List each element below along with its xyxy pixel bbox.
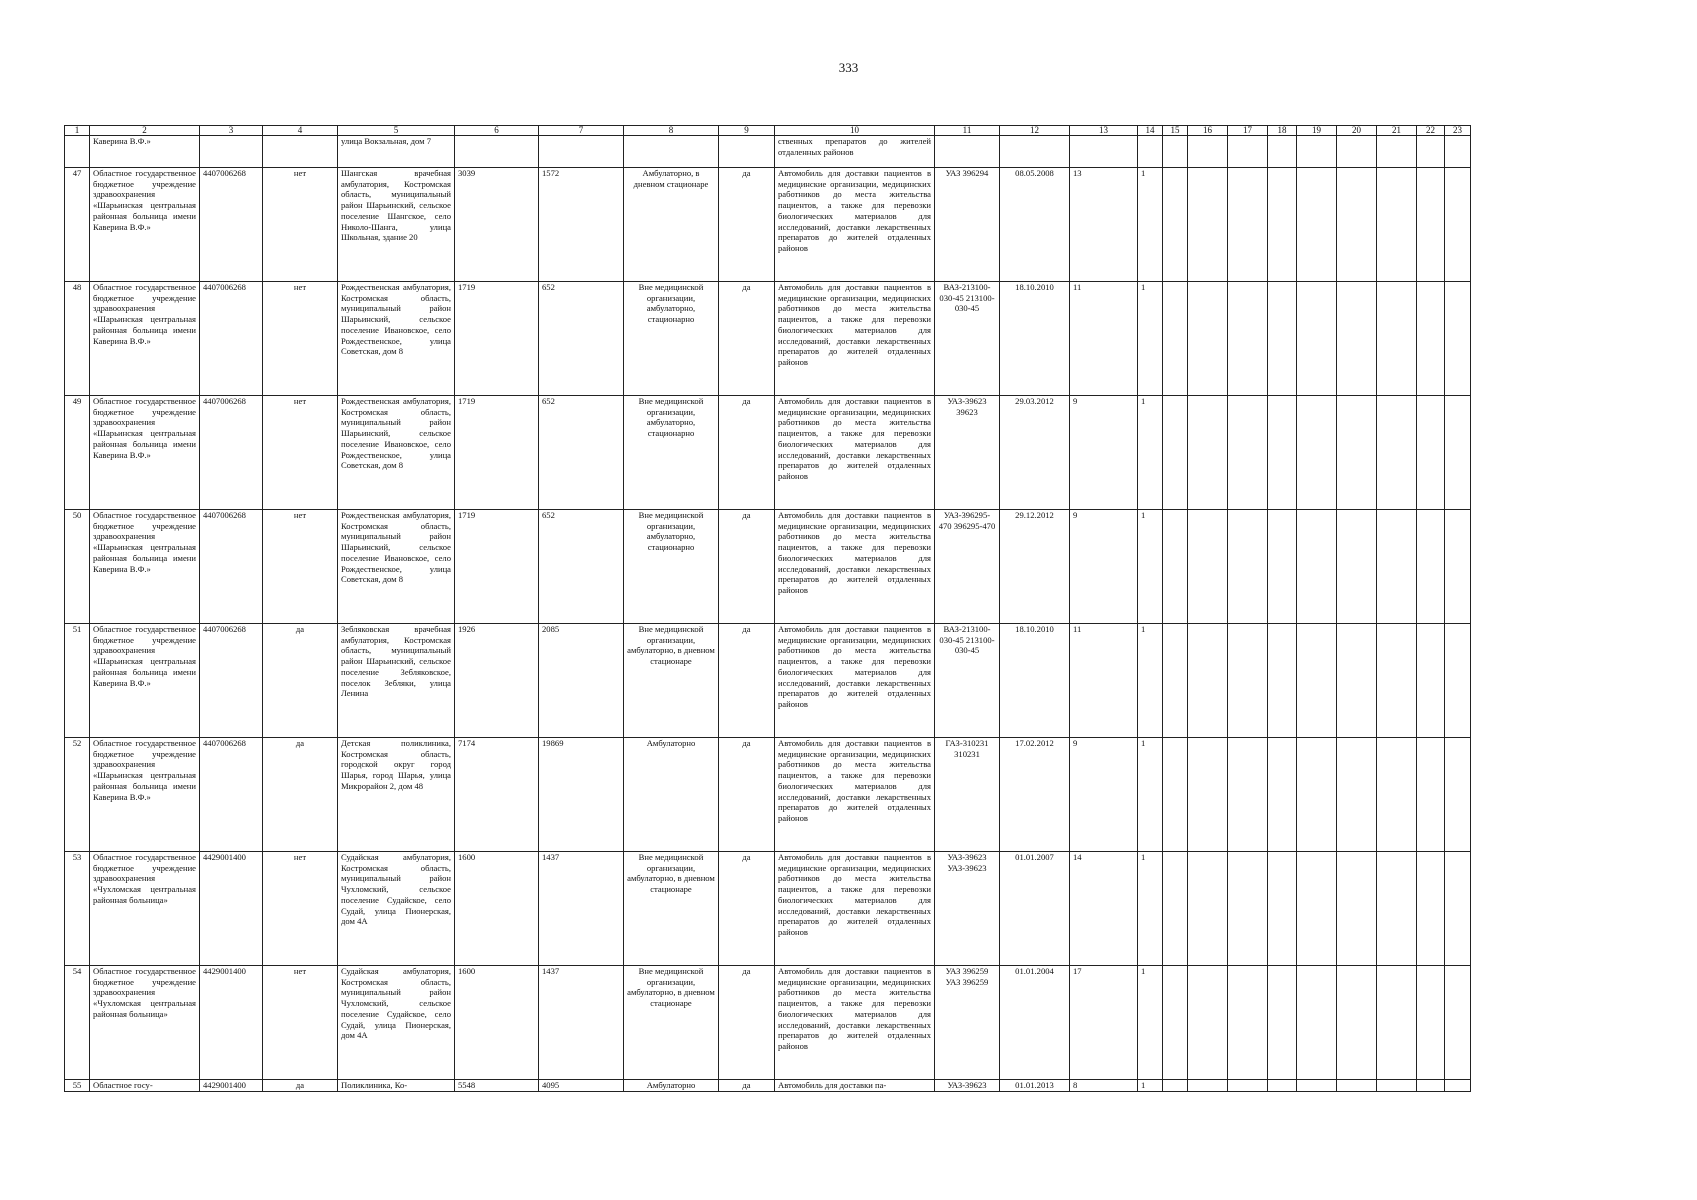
empty-cell-col-19 [1297, 510, 1337, 624]
care-mode: Амбулаторно [624, 738, 719, 852]
organization-name: Областное государственное бюджетное учреждение здравоохранения «Шарьинская центральная районная больница имени Каверина В.Ф.» [90, 738, 200, 852]
row-number: 48 [65, 282, 90, 396]
organization-name: Областное государственное бюджетное учреждение здравоохранения «Шарьинская центральная районная больница имени Каверина В.Ф.» [90, 282, 200, 396]
column-number-19: 19 [1297, 126, 1337, 136]
table-row [65, 510, 1471, 624]
column-number-5: 5 [338, 126, 455, 136]
facility-address: улица Вокзальная, дом 7 [338, 136, 455, 168]
empty-cell-col-16 [1188, 136, 1228, 168]
empty-cell-col-21 [1377, 738, 1417, 852]
empty-cell-col-16 [1188, 966, 1228, 1080]
column-7-value: 19869 [539, 738, 624, 852]
facility-address: Поликлиника, Ко- [338, 1080, 455, 1092]
flag-cell: да [263, 1080, 338, 1092]
vehicle-age: 8 [1070, 1080, 1138, 1092]
care-mode: Вне медицинской организации, амбулаторно, в дневном стационаре [624, 624, 719, 738]
empty-cell-col-18 [1268, 282, 1297, 396]
row-number [65, 136, 90, 168]
facility-address: Шангская врачебная амбулатория, Костромская область, муниципальный район Шарьинский, сельское поселение Шангское, село Николо-Шанга, улица Школьная, здание 20 [338, 168, 455, 282]
facility-address: Детская поликлиника, Костромская область, городской округ город Шарья, город Шарья, улица Микрорайон 2, дом 48 [338, 738, 455, 852]
care-mode: Вне медицинской организации, амбулаторно, в дневном стационаре [624, 852, 719, 966]
empty-cell-col-22 [1417, 168, 1445, 282]
organization-name: Областное государственное бюджетное учреждение здравоохранения «Шарьинская центральная районная больница имени Каверина В.Ф.» [90, 168, 200, 282]
registration-date: 01.01.2013 [1000, 1080, 1070, 1092]
empty-cell-col-18 [1268, 136, 1297, 168]
empty-cell-col-15 [1163, 852, 1188, 966]
empty-cell-col-22 [1417, 738, 1445, 852]
care-mode [624, 136, 719, 168]
row-number: 54 [65, 966, 90, 1080]
inn-code: 4407006268 [200, 168, 263, 282]
vehicle-count: 1 [1138, 282, 1163, 396]
empty-cell-col-17 [1228, 738, 1268, 852]
vehicle-age: 11 [1070, 624, 1138, 738]
vehicle-purpose: Автомобиль для доставки пациентов в медицинские организации, медицинских работников до места жительства пациентов, а также для перевозки биологических материалов для исследований, доставки лекарственных препаратов до жителей отдаленных районов [775, 966, 935, 1080]
empty-cell-col-19 [1297, 852, 1337, 966]
registration-date: 29.03.2012 [1000, 396, 1070, 510]
column-number-18: 18 [1268, 126, 1297, 136]
column-number-2: 2 [90, 126, 200, 136]
organization-name: Каверина В.Ф.» [90, 136, 200, 168]
facility-address: Рождественская амбулатория, Костромская область, муниципальный район Шарьинский, сельское поселение Ивановское, село Рождественское, улица Советская, дом 8 [338, 510, 455, 624]
row-number: 50 [65, 510, 90, 624]
table-row [65, 624, 1471, 738]
column-9-value: да [719, 1080, 775, 1092]
column-6-value [455, 136, 539, 168]
inn-code [200, 136, 263, 168]
vehicle-age: 13 [1070, 168, 1138, 282]
empty-cell-col-17 [1228, 510, 1268, 624]
table-row [65, 168, 1471, 282]
empty-cell-col-20 [1337, 168, 1377, 282]
column-6-value: 7174 [455, 738, 539, 852]
inn-code: 4407006268 [200, 510, 263, 624]
empty-cell-col-20 [1337, 510, 1377, 624]
column-7-value: 652 [539, 510, 624, 624]
empty-cell-col-17 [1228, 396, 1268, 510]
registration-date [1000, 136, 1070, 168]
empty-cell-col-21 [1377, 136, 1417, 168]
care-mode: Амбулаторно [624, 1080, 719, 1092]
empty-cell-col-16 [1188, 396, 1228, 510]
empty-cell-col-21 [1377, 282, 1417, 396]
flag-cell [263, 136, 338, 168]
empty-cell-col-20 [1337, 624, 1377, 738]
column-number-row [65, 126, 1471, 136]
column-9-value: да [719, 396, 775, 510]
vehicle-age: 9 [1070, 396, 1138, 510]
empty-cell-col-17 [1228, 168, 1268, 282]
vehicle-age: 17 [1070, 966, 1138, 1080]
vehicle-purpose: Автомобиль для доставки пациентов в медицинские организации, медицинских работников до места жительства пациентов, а также для перевозки биологических материалов для исследований, доставки лекарственных препаратов до жителей отдаленных районов [775, 168, 935, 282]
table-row [65, 738, 1471, 852]
facility-address: Рождественская амбулатория, Костромская область, муниципальный район Шарьинский, сельское поселение Ивановское, село Рождественское, улица Советская, дом 8 [338, 396, 455, 510]
empty-cell-col-16 [1188, 852, 1228, 966]
flag-cell: да [263, 738, 338, 852]
column-number-8: 8 [624, 126, 719, 136]
empty-cell-col-19 [1297, 282, 1337, 396]
vehicle-purpose: Автомобиль для доставки пациентов в медицинские организации, медицинских работников до места жительства пациентов, а также для перевозки биологических материалов для исследований, доставки лекарственных препаратов до жителей отдаленных районов [775, 396, 935, 510]
empty-cell-col-20 [1337, 282, 1377, 396]
vehicle-purpose: Автомобиль для доставки пациентов в медицинские организации, медицинских работников до места жительства пациентов, а также для перевозки биологических материалов для исследований, доставки лекарственных препаратов до жителей отдаленных районов [775, 624, 935, 738]
care-mode: Вне медицинской организации, амбулаторно, в дневном стационаре [624, 966, 719, 1080]
table-row [65, 1080, 1471, 1092]
empty-cell-col-23 [1445, 282, 1471, 396]
empty-cell-col-17 [1228, 136, 1268, 168]
empty-cell-col-15 [1163, 738, 1188, 852]
row-number: 53 [65, 852, 90, 966]
column-number-4: 4 [263, 126, 338, 136]
vehicle-model: УАЗ-39623 УАЗ-39623 [935, 852, 1000, 966]
empty-cell-col-17 [1228, 1080, 1268, 1092]
page-number: 333 [838, 60, 859, 75]
empty-cell-col-22 [1417, 396, 1445, 510]
vehicle-age [1070, 136, 1138, 168]
empty-cell-col-16 [1188, 1080, 1228, 1092]
empty-cell-col-20 [1337, 738, 1377, 852]
column-7-value: 1572 [539, 168, 624, 282]
empty-cell-col-20 [1337, 136, 1377, 168]
empty-cell-col-19 [1297, 1080, 1337, 1092]
column-6-value: 1600 [455, 966, 539, 1080]
table-row [65, 396, 1471, 510]
column-6-value: 1719 [455, 510, 539, 624]
column-6-value: 3039 [455, 168, 539, 282]
inn-code: 4407006268 [200, 396, 263, 510]
vehicle-count: 1 [1138, 738, 1163, 852]
empty-cell-col-18 [1268, 396, 1297, 510]
column-number-3: 3 [200, 126, 263, 136]
empty-cell-col-18 [1268, 966, 1297, 1080]
column-9-value: да [719, 510, 775, 624]
empty-cell-col-21 [1377, 1080, 1417, 1092]
column-9-value [719, 136, 775, 168]
empty-cell-col-19 [1297, 396, 1337, 510]
column-number-11: 11 [935, 126, 1000, 136]
row-number: 49 [65, 396, 90, 510]
organization-name: Областное государственное бюджетное учреждение здравоохранения «Шарьинская центральная районная больница имени Каверина В.Ф.» [90, 624, 200, 738]
registration-date: 08.05.2008 [1000, 168, 1070, 282]
flag-cell: нет [263, 396, 338, 510]
empty-cell-col-20 [1337, 966, 1377, 1080]
registration-date: 17.02.2012 [1000, 738, 1070, 852]
column-number-20: 20 [1337, 126, 1377, 136]
empty-cell-col-15 [1163, 624, 1188, 738]
empty-cell-col-20 [1337, 396, 1377, 510]
empty-cell-col-15 [1163, 966, 1188, 1080]
vehicle-model: УАЗ 396259 УАЗ 396259 [935, 966, 1000, 1080]
facility-address: Рождественская амбулатория, Костромская область, муниципальный район Шарьинский, сельское поселение Ивановское, село Рождественское, улица Советская, дом 8 [338, 282, 455, 396]
vehicle-age: 11 [1070, 282, 1138, 396]
registration-date: 29.12.2012 [1000, 510, 1070, 624]
table-row [65, 852, 1471, 966]
empty-cell-col-16 [1188, 282, 1228, 396]
care-mode: Амбулаторно, в дневном стационаре [624, 168, 719, 282]
column-number-6: 6 [455, 126, 539, 136]
column-number-10: 10 [775, 126, 935, 136]
empty-cell-col-15 [1163, 168, 1188, 282]
empty-cell-col-23 [1445, 738, 1471, 852]
column-number-12: 12 [1000, 126, 1070, 136]
column-6-value: 1926 [455, 624, 539, 738]
vehicle-purpose: Автомобиль для доставки пациентов в медицинские организации, медицинских работников до места жительства пациентов, а также для перевозки биологических материалов для исследований, доставки лекарственных препаратов до жителей отдаленных районов [775, 510, 935, 624]
vehicle-count [1138, 136, 1163, 168]
column-9-value: да [719, 852, 775, 966]
empty-cell-col-21 [1377, 168, 1417, 282]
vehicle-model: УАЗ-39623 [935, 1080, 1000, 1092]
registration-date: 18.10.2010 [1000, 624, 1070, 738]
vehicle-count: 1 [1138, 396, 1163, 510]
vehicle-model [935, 136, 1000, 168]
column-number-21: 21 [1377, 126, 1417, 136]
column-number-9: 9 [719, 126, 775, 136]
empty-cell-col-22 [1417, 852, 1445, 966]
registration-date: 01.01.2004 [1000, 966, 1070, 1080]
vehicle-count: 1 [1138, 624, 1163, 738]
empty-cell-col-16 [1188, 738, 1228, 852]
vehicle-count: 1 [1138, 510, 1163, 624]
registration-date: 18.10.2010 [1000, 282, 1070, 396]
inn-code: 4407006268 [200, 738, 263, 852]
vehicle-model: УАЗ-39623 39623 [935, 396, 1000, 510]
column-9-value: да [719, 966, 775, 1080]
vehicle-count: 1 [1138, 966, 1163, 1080]
care-mode: Вне медицинской организации, амбулаторно, стационарно [624, 510, 719, 624]
vehicle-purpose: Автомобиль для доставки пациентов в медицинские организации, медицинских работников до места жительства пациентов, а также для перевозки биологических материалов для исследований, доставки лекарственных препаратов до жителей отдаленных районов [775, 738, 935, 852]
column-6-value: 1719 [455, 282, 539, 396]
empty-cell-col-23 [1445, 510, 1471, 624]
inn-code: 4407006268 [200, 624, 263, 738]
empty-cell-col-19 [1297, 136, 1337, 168]
column-7-value: 1437 [539, 852, 624, 966]
empty-cell-col-17 [1228, 282, 1268, 396]
empty-cell-col-20 [1337, 852, 1377, 966]
column-6-value: 1600 [455, 852, 539, 966]
empty-cell-col-16 [1188, 510, 1228, 624]
column-7-value: 1437 [539, 966, 624, 1080]
empty-cell-col-18 [1268, 852, 1297, 966]
column-9-value: да [719, 738, 775, 852]
empty-cell-col-17 [1228, 624, 1268, 738]
care-mode: Вне медицинской организации, амбулаторно, стационарно [624, 282, 719, 396]
vehicle-purpose: Автомобиль для доставки па- [775, 1080, 935, 1092]
empty-cell-col-18 [1268, 624, 1297, 738]
vehicle-model: ВАЗ-213100-030-45 213100-030-45 [935, 624, 1000, 738]
facility-address: Судайская амбулатория, Костромская область, муниципальный район Чухломский, сельское поселение Судайское, село Судай, улица Пионерская, дом 4А [338, 852, 455, 966]
empty-cell-col-15 [1163, 396, 1188, 510]
registration-date: 01.01.2007 [1000, 852, 1070, 966]
row-number: 52 [65, 738, 90, 852]
empty-cell-col-17 [1228, 966, 1268, 1080]
flag-cell: нет [263, 282, 338, 396]
empty-cell-col-21 [1377, 966, 1417, 1080]
register-table [64, 125, 1471, 1092]
organization-name: Областное госу- [90, 1080, 200, 1092]
organization-name: Областное государственное бюджетное учреждение здравоохранения «Шарьинская центральная районная больница имени Каверина В.Ф.» [90, 396, 200, 510]
empty-cell-col-19 [1297, 168, 1337, 282]
inn-code: 4429001400 [200, 852, 263, 966]
vehicle-model: УАЗ-396295-470 396295-470 [935, 510, 1000, 624]
inn-code: 4429001400 [200, 966, 263, 1080]
empty-cell-col-23 [1445, 1080, 1471, 1092]
column-9-value: да [719, 282, 775, 396]
empty-cell-col-23 [1445, 852, 1471, 966]
column-number-15: 15 [1163, 126, 1188, 136]
flag-cell: нет [263, 510, 338, 624]
empty-cell-col-22 [1417, 510, 1445, 624]
vehicle-model: ГАЗ-310231 310231 [935, 738, 1000, 852]
column-number-17: 17 [1228, 126, 1268, 136]
empty-cell-col-15 [1163, 136, 1188, 168]
organization-name: Областное государственное бюджетное учреждение здравоохранения «Чухломская центральная районная больница» [90, 966, 200, 1080]
vehicle-count: 1 [1138, 168, 1163, 282]
empty-cell-col-22 [1417, 282, 1445, 396]
vehicle-model: УАЗ 396294 [935, 168, 1000, 282]
facility-address: Судайская амбулатория, Костромская область, муниципальный район Чухломский, сельское поселение Судайское, село Судай, улица Пионерская, дом 4А [338, 966, 455, 1080]
vehicle-count: 1 [1138, 852, 1163, 966]
column-number-13: 13 [1070, 126, 1138, 136]
empty-cell-col-15 [1163, 510, 1188, 624]
vehicle-model: ВАЗ-213100-030-45 213100-030-45 [935, 282, 1000, 396]
column-6-value: 5548 [455, 1080, 539, 1092]
table-row [65, 966, 1471, 1080]
row-number: 51 [65, 624, 90, 738]
empty-cell-col-21 [1377, 396, 1417, 510]
organization-name: Областное государственное бюджетное учреждение здравоохранения «Чухломская центральная районная больница» [90, 852, 200, 966]
column-7-value: 4095 [539, 1080, 624, 1092]
vehicle-age: 14 [1070, 852, 1138, 966]
empty-cell-col-23 [1445, 624, 1471, 738]
column-number-23: 23 [1445, 126, 1471, 136]
table-row [65, 136, 1471, 168]
column-9-value: да [719, 624, 775, 738]
column-7-value [539, 136, 624, 168]
empty-cell-col-18 [1268, 168, 1297, 282]
column-number-22: 22 [1417, 126, 1445, 136]
column-9-value: да [719, 168, 775, 282]
facility-address: Зебляковская врачебная амбулатория, Костромская область, муниципальный район Шарьинский, сельское поселение Зебляковское, поселок Зебляки, улица Ленина [338, 624, 455, 738]
flag-cell: нет [263, 966, 338, 1080]
empty-cell-col-16 [1188, 168, 1228, 282]
empty-cell-col-23 [1445, 168, 1471, 282]
organization-name: Областное государственное бюджетное учреждение здравоохранения «Шарьинская центральная районная больница имени Каверина В.Ф.» [90, 510, 200, 624]
empty-cell-col-19 [1297, 738, 1337, 852]
column-number-14: 14 [1138, 126, 1163, 136]
empty-cell-col-23 [1445, 396, 1471, 510]
row-number: 47 [65, 168, 90, 282]
inn-code: 4407006268 [200, 282, 263, 396]
column-7-value: 652 [539, 396, 624, 510]
vehicle-age: 9 [1070, 738, 1138, 852]
flag-cell: нет [263, 168, 338, 282]
empty-cell-col-18 [1268, 510, 1297, 624]
column-number-16: 16 [1188, 126, 1228, 136]
empty-cell-col-16 [1188, 624, 1228, 738]
inn-code: 4429001400 [200, 1080, 263, 1092]
empty-cell-col-18 [1268, 738, 1297, 852]
vehicle-count: 1 [1138, 1080, 1163, 1092]
empty-cell-col-17 [1228, 852, 1268, 966]
empty-cell-col-15 [1163, 282, 1188, 396]
empty-cell-col-19 [1297, 624, 1337, 738]
empty-cell-col-22 [1417, 136, 1445, 168]
column-7-value: 652 [539, 282, 624, 396]
empty-cell-col-23 [1445, 136, 1471, 168]
empty-cell-col-22 [1417, 1080, 1445, 1092]
vehicle-purpose: Автомобиль для доставки пациентов в медицинские организации, медицинских работников до места жительства пациентов, а также для перевозки биологических материалов для исследований, доставки лекарственных препаратов до жителей отдаленных районов [775, 282, 935, 396]
empty-cell-col-20 [1337, 1080, 1377, 1092]
row-number: 55 [65, 1080, 90, 1092]
empty-cell-col-18 [1268, 1080, 1297, 1092]
empty-cell-col-21 [1377, 852, 1417, 966]
empty-cell-col-22 [1417, 966, 1445, 1080]
flag-cell: да [263, 624, 338, 738]
flag-cell: нет [263, 852, 338, 966]
vehicle-purpose: Автомобиль для доставки пациентов в медицинские организации, медицинских работников до места жительства пациентов, а также для перевозки биологических материалов для исследований, доставки лекарственных препаратов до жителей отдаленных районов [775, 852, 935, 966]
care-mode: Вне медицинской организации, амбулаторно, стационарно [624, 396, 719, 510]
table-row [65, 282, 1471, 396]
empty-cell-col-22 [1417, 624, 1445, 738]
empty-cell-col-19 [1297, 966, 1337, 1080]
column-number-7: 7 [539, 126, 624, 136]
empty-cell-col-23 [1445, 966, 1471, 1080]
vehicle-purpose: ственных препаратов до жителей отдаленных районов [775, 136, 935, 168]
column-7-value: 2085 [539, 624, 624, 738]
empty-cell-col-21 [1377, 624, 1417, 738]
empty-cell-col-21 [1377, 510, 1417, 624]
vehicle-age: 9 [1070, 510, 1138, 624]
empty-cell-col-15 [1163, 1080, 1188, 1092]
column-6-value: 1719 [455, 396, 539, 510]
column-number-1: 1 [65, 126, 90, 136]
